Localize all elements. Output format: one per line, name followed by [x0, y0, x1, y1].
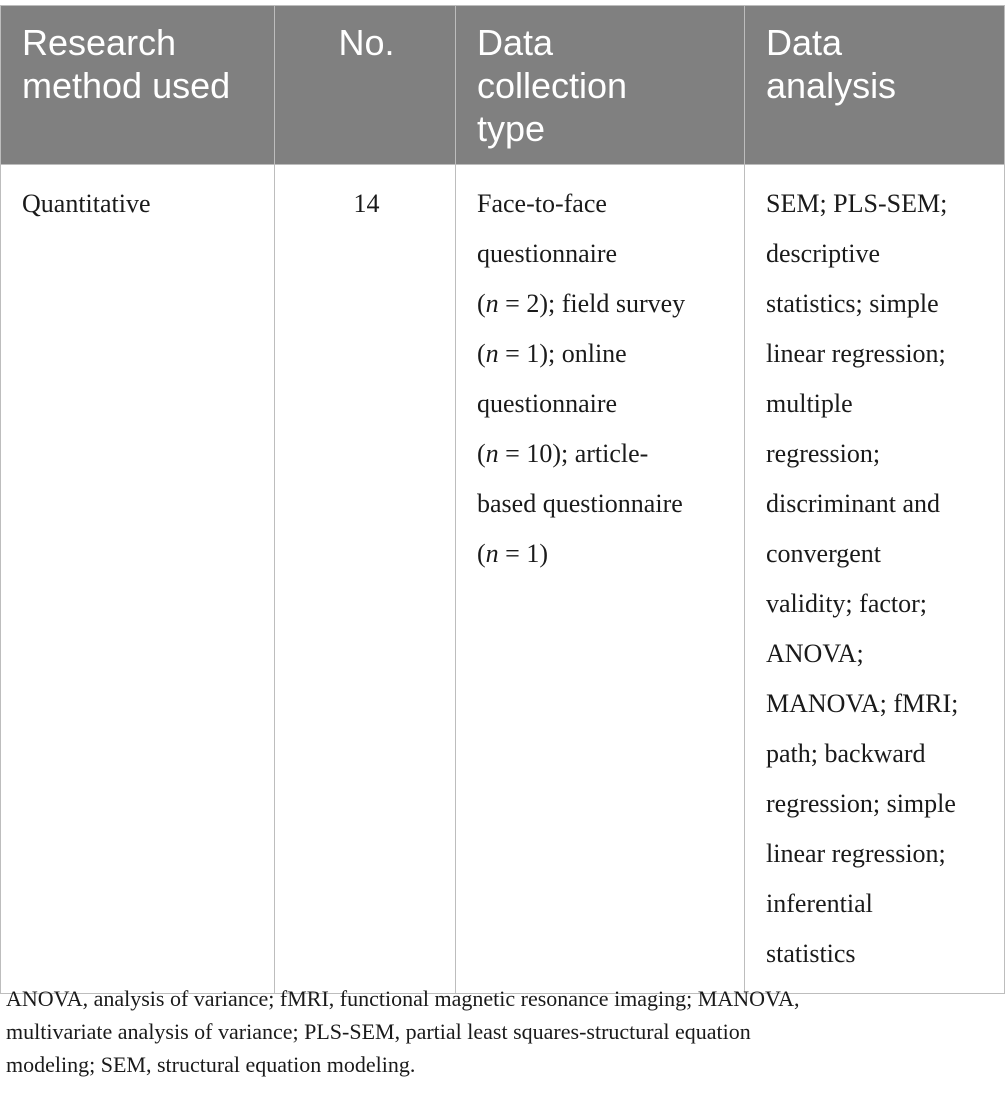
collection-line: (n = 2); field survey	[477, 289, 686, 318]
footnote-line: multivariate analysis of variance; PLS-SEM, partial least squares-structural equation	[6, 1019, 751, 1044]
analysis-line: multiple	[766, 389, 853, 418]
analysis-line: descriptive	[766, 239, 881, 268]
cell-data-collection-type	[456, 165, 745, 994]
cell-number: 14	[275, 165, 456, 994]
analysis-line: discriminant and	[766, 489, 941, 518]
analysis-line: ANOVA;	[766, 639, 864, 668]
header-number: No.	[275, 6, 456, 165]
collection-line: Face-to-face	[477, 189, 607, 218]
analysis-line: statistics; simple	[766, 289, 939, 318]
footnote-line: modeling; SEM, structural equation modeling.	[6, 1052, 416, 1077]
analysis-line: linear regression;	[766, 339, 946, 368]
table-footnote	[6, 982, 986, 1081]
analysis-line: linear regression;	[766, 839, 946, 868]
collection-line: based questionnaire	[477, 489, 683, 518]
data-table	[0, 5, 1005, 994]
analysis-line: statistics	[766, 939, 856, 968]
cell-data-analysis	[745, 165, 1005, 994]
cell-research-method: Quantitative	[1, 165, 275, 994]
collection-line: (n = 1); online	[477, 339, 627, 368]
analysis-line: SEM; PLS-SEM;	[766, 189, 948, 218]
header-research-method: Research method used	[1, 6, 275, 165]
header-data-collection-type: Data collection type	[456, 6, 745, 165]
analysis-line: regression; simple	[766, 789, 956, 818]
analysis-line: inferential	[766, 889, 873, 918]
collection-line: questionnaire	[477, 389, 618, 418]
analysis-line: convergent	[766, 539, 882, 568]
header-data-analysis: Data analysis	[745, 6, 1005, 165]
collection-line: (n = 1)	[477, 539, 548, 568]
collection-line: (n = 10); article-	[477, 439, 649, 468]
analysis-line: path; backward	[766, 739, 926, 768]
analysis-line: validity; factor;	[766, 589, 928, 618]
collection-line: questionnaire	[477, 239, 618, 268]
analysis-line: regression;	[766, 439, 881, 468]
analysis-line: MANOVA; fMRI;	[766, 689, 959, 718]
table-header-row	[1, 6, 1005, 165]
table-row	[1, 165, 1005, 994]
footnote-line: ANOVA, analysis of variance; fMRI, functional magnetic resonance imaging; MANOVA,	[6, 986, 800, 1011]
